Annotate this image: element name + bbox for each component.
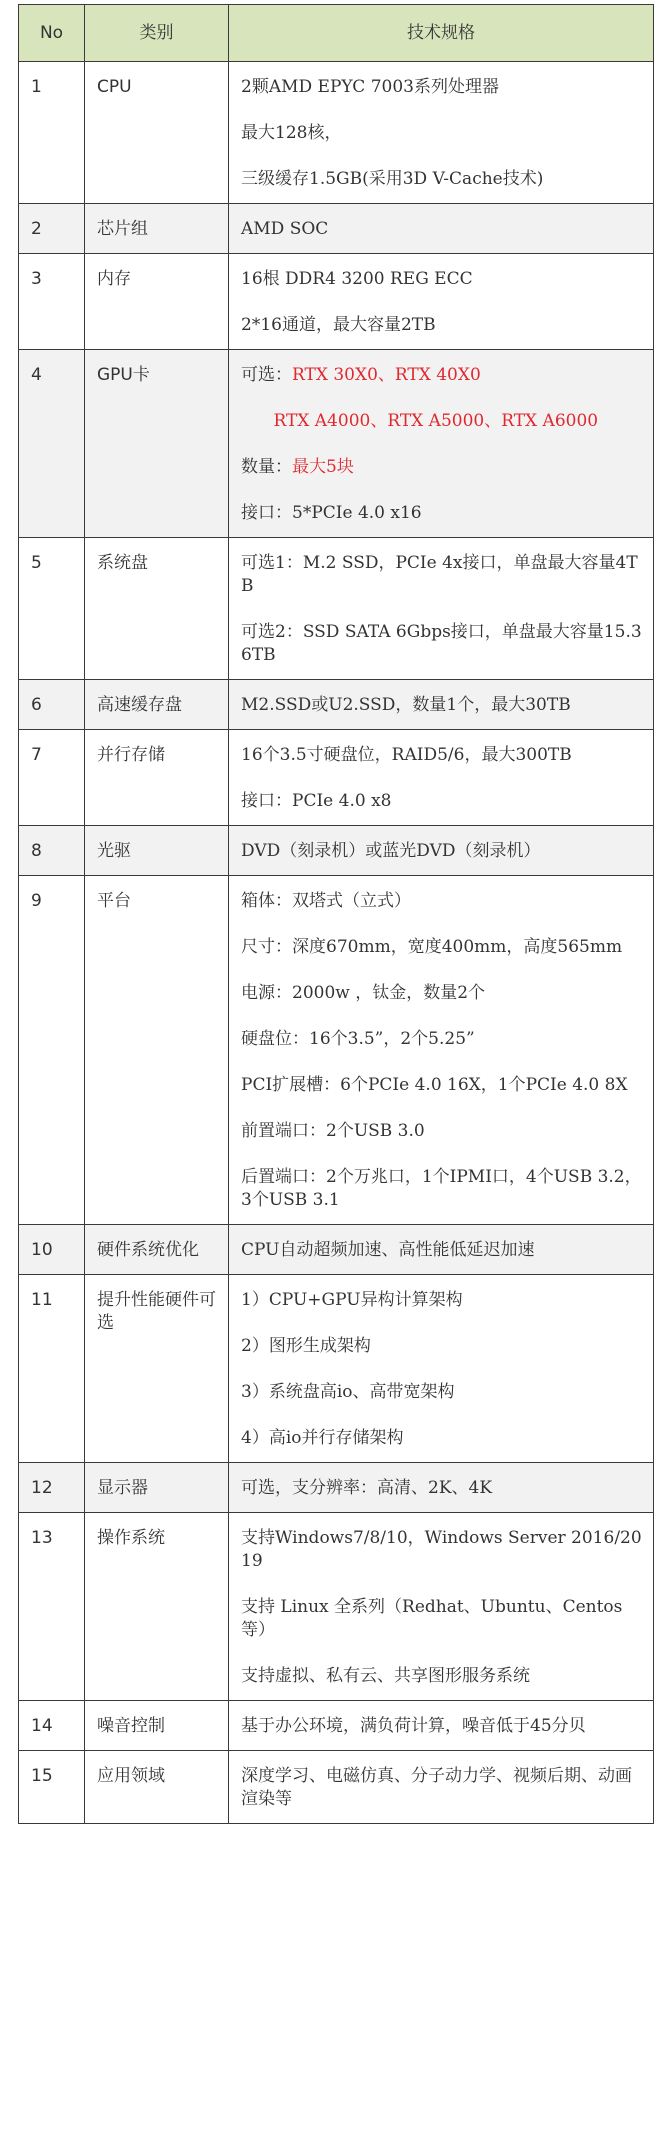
spec-line <box>241 790 643 813</box>
spec-line <box>241 621 643 667</box>
table-row <box>19 1513 654 1701</box>
table-row <box>19 680 654 730</box>
row-spec <box>229 204 654 254</box>
row-spec <box>229 254 654 350</box>
row-category: 光驱 <box>85 826 229 876</box>
table-row <box>19 1225 654 1275</box>
spec-text: 可选2：SSD SATA 6Gbps接口，单盘最大容量15.36TB <box>241 622 642 665</box>
row-number: 4 <box>19 350 85 538</box>
spec-line <box>241 1715 643 1738</box>
row-category: 高速缓存盘 <box>85 680 229 730</box>
row-number: 11 <box>19 1275 85 1463</box>
spec-text: 16个3.5寸硬盘位，RAID5/6，最大300TB <box>241 745 572 765</box>
spec-text: 接口：PCIe 4.0 x8 <box>241 791 392 811</box>
spec-line <box>241 122 643 145</box>
spec-line <box>241 1239 643 1262</box>
spec-line <box>241 936 643 959</box>
row-category: 并行存储 <box>85 730 229 826</box>
spec-line <box>241 1665 643 1688</box>
spec-line <box>241 1120 643 1143</box>
spec-text: 16根 DDR4 3200 REG ECC <box>241 269 473 289</box>
spec-text <box>241 411 273 431</box>
spec-text: 电源：2000w ，钛金，数量2个 <box>241 983 486 1003</box>
header-row <box>19 5 654 62</box>
row-category: 芯片组 <box>85 204 229 254</box>
table-row <box>19 538 654 680</box>
spec-text: 后置端口：2个万兆口，1个IPMI口，4个USB 3.2，3个USB 3.1 <box>241 1167 642 1210</box>
row-spec <box>229 350 654 538</box>
spec-line <box>241 744 643 767</box>
spec-line <box>241 218 643 241</box>
table-row <box>19 254 654 350</box>
spec-text: 2）图形生成架构 <box>241 1336 371 1356</box>
spec-text: 尺寸：深度670mm，宽度400mm，高度565mm <box>241 937 623 957</box>
row-number: 9 <box>19 876 85 1225</box>
spec-line <box>241 1527 643 1573</box>
spec-text: 2颗AMD EPYC 7003系列处理器 <box>241 77 499 97</box>
spec-text: 支持Windows7/8/10，Windows Server 2016/2019 <box>241 1528 642 1571</box>
row-category: 操作系统 <box>85 1513 229 1701</box>
table-row <box>19 1463 654 1513</box>
highlighted-spec-text: 最大5块 <box>292 457 354 477</box>
row-number: 15 <box>19 1751 85 1824</box>
spec-text: 箱体：双塔式（立式） <box>241 891 411 911</box>
spec-text: 可选，支分辨率：高清、2K、4K <box>241 1478 493 1498</box>
spec-text: CPU自动超频加速、高性能低延迟加速 <box>241 1240 535 1260</box>
table-row <box>19 62 654 204</box>
spec-line <box>241 1427 643 1450</box>
highlighted-spec-text: RTX A4000、RTX A5000、RTX A6000 <box>273 411 599 431</box>
spec-line <box>241 552 643 598</box>
row-category: 提升性能硬件可选 <box>85 1275 229 1463</box>
spec-text: 4）高io并行存储架构 <box>241 1428 404 1448</box>
row-number: 8 <box>19 826 85 876</box>
spec-line <box>241 694 643 717</box>
row-category: 系统盘 <box>85 538 229 680</box>
spec-line <box>241 1596 643 1642</box>
table-body <box>19 62 654 1824</box>
table-row <box>19 1701 654 1751</box>
spec-line <box>241 1765 643 1811</box>
spec-line <box>241 982 643 1005</box>
spec-text: DVD（刻录机）或蓝光DVD（刻录机） <box>241 841 541 861</box>
spec-line <box>241 1477 643 1500</box>
spec-line <box>241 1381 643 1404</box>
spec-text: 数量： <box>241 457 292 477</box>
spec-text: 2*16通道，最大容量2TB <box>241 315 436 335</box>
row-category: 内存 <box>85 254 229 350</box>
highlighted-spec-text: RTX 30X0、RTX 40X0 <box>292 365 481 385</box>
spec-text: M2.SSD或U2.SSD，数量1个，最大30TB <box>241 695 571 715</box>
row-category: 显示器 <box>85 1463 229 1513</box>
spec-text: 深度学习、电磁仿真、分子动力学、视频后期、动画渲染等 <box>241 1766 632 1809</box>
row-number: 10 <box>19 1225 85 1275</box>
spec-line <box>241 1289 643 1312</box>
spec-text: 1）CPU+GPU异构计算架构 <box>241 1290 463 1310</box>
spec-line <box>241 76 643 99</box>
row-spec <box>229 1513 654 1701</box>
row-category: 平台 <box>85 876 229 1225</box>
row-number: 6 <box>19 680 85 730</box>
row-spec <box>229 1275 654 1463</box>
row-spec <box>229 826 654 876</box>
table-row <box>19 730 654 826</box>
header-category: 类别 <box>85 5 229 62</box>
row-number: 14 <box>19 1701 85 1751</box>
spec-text: 3）系统盘高io、高带宽架构 <box>241 1382 455 1402</box>
spec-line <box>241 364 643 387</box>
table-header <box>19 5 654 62</box>
row-category: 应用领域 <box>85 1751 229 1824</box>
spec-text: PCI扩展槽：6个PCIe 4.0 16X，1个PCIe 4.0 8X <box>241 1075 628 1095</box>
spec-line <box>241 1166 643 1212</box>
table-row <box>19 826 654 876</box>
table-row <box>19 876 654 1225</box>
table-row <box>19 350 654 538</box>
spec-text: 可选1：M.2 SSD，PCIe 4x接口，单盘最大容量4TB <box>241 553 638 596</box>
spec-text: AMD SOC <box>241 219 329 239</box>
table-row <box>19 1275 654 1463</box>
row-spec <box>229 538 654 680</box>
row-category: CPU <box>85 62 229 204</box>
row-category: 硬件系统优化 <box>85 1225 229 1275</box>
spec-line <box>241 314 643 337</box>
spec-text: 硬盘位：16个3.5”，2个5.25” <box>241 1029 475 1049</box>
spec-line <box>241 410 643 433</box>
spec-text: 支持虚拟、私有云、共享图形服务系统 <box>241 1666 530 1686</box>
spec-text: 接口：5*PCIe 4.0 x16 <box>241 503 422 523</box>
spec-line <box>241 168 643 191</box>
spec-text: 最大128核， <box>241 123 342 143</box>
spec-line <box>241 1074 643 1097</box>
spec-line <box>241 890 643 913</box>
spec-line <box>241 268 643 291</box>
row-number: 2 <box>19 204 85 254</box>
row-spec <box>229 680 654 730</box>
spec-line <box>241 502 643 525</box>
header-no: No <box>19 5 85 62</box>
row-spec <box>229 876 654 1225</box>
row-spec <box>229 62 654 204</box>
row-category: GPU卡 <box>85 350 229 538</box>
spec-line <box>241 840 643 863</box>
spec-table <box>18 4 654 1824</box>
row-number: 1 <box>19 62 85 204</box>
row-category: 噪音控制 <box>85 1701 229 1751</box>
spec-table-container <box>18 4 653 1824</box>
row-number: 5 <box>19 538 85 680</box>
spec-text: 基于办公环境，满负荷计算，噪音低于45分贝 <box>241 1716 586 1736</box>
row-spec <box>229 1751 654 1824</box>
row-spec <box>229 1463 654 1513</box>
table-row <box>19 1751 654 1824</box>
row-spec <box>229 1225 654 1275</box>
spec-text: 可选： <box>241 365 292 385</box>
row-number: 12 <box>19 1463 85 1513</box>
row-number: 13 <box>19 1513 85 1701</box>
spec-text: 支持 Linux 全系列（Redhat、Ubuntu、Centos等） <box>241 1597 623 1640</box>
table-row <box>19 204 654 254</box>
row-spec <box>229 1701 654 1751</box>
spec-text: 前置端口：2个USB 3.0 <box>241 1121 425 1141</box>
spec-line <box>241 1335 643 1358</box>
spec-text: 三级缓存1.5GB(采用3D V-Cache技术) <box>241 169 544 189</box>
spec-line <box>241 1028 643 1051</box>
row-number: 3 <box>19 254 85 350</box>
row-number: 7 <box>19 730 85 826</box>
row-spec <box>229 730 654 826</box>
header-spec: 技术规格 <box>229 5 654 62</box>
spec-line <box>241 456 643 479</box>
